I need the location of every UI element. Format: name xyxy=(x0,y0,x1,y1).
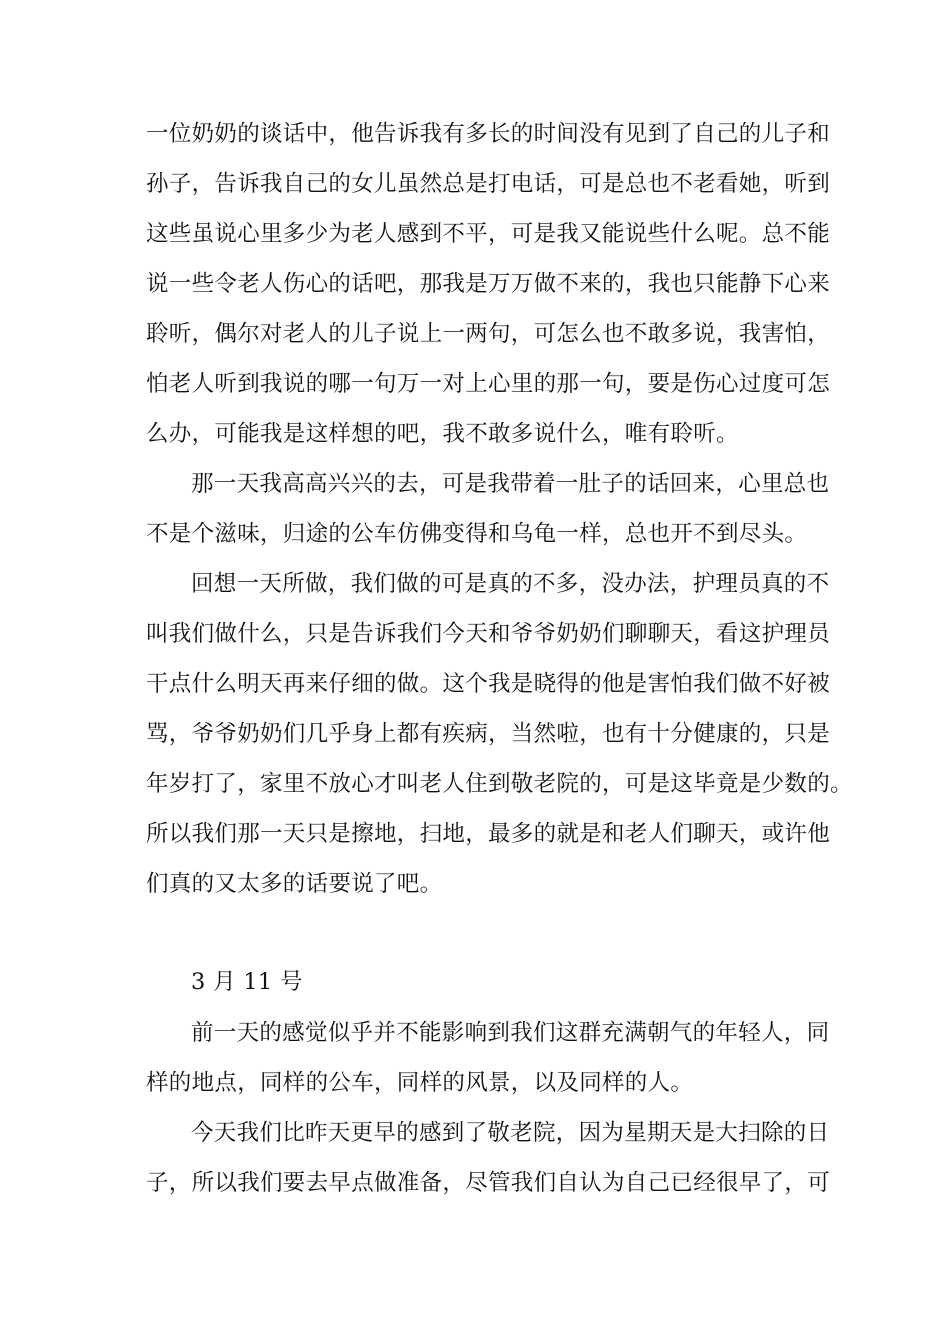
text-line: 不是个滋味，归途的公车仿佛变得和乌龟一样，总也开不到尽头。 xyxy=(146,521,808,547)
text-line: 怕老人听到我说的哪一句万一对上心里的那一句，要是伤心过度可怎 xyxy=(146,371,831,397)
text-line: 这些虽说心里多少为老人感到不平，可是我又能说些什么呢。总不能 xyxy=(146,221,831,247)
paragraph-first-line: 前一天的感觉似乎并不能影响到我们这群充满朝气的年轻人，同 xyxy=(191,1020,830,1046)
text-line: 说一些令老人伤心的话吧，那我是万万做不来的，我也只能静下心来 xyxy=(146,271,831,297)
paragraph-first-line: 回想一天所做，我们做的可是真的不多，没办法，护理员真的不 xyxy=(191,571,830,597)
text-line: 么办，可能我是这样想的吧，我不敢多说什么，唯有聆听。 xyxy=(146,421,739,447)
text-line: 干点什么明天再来仔细的做。这个我是晓得的他是害怕我们做不好被 xyxy=(146,671,831,697)
date-heading: 3 月 11 号 xyxy=(191,969,303,995)
text-line: 年岁打了，家里不放心才叫老人住到敬老院的，可是这毕竟是少数的。 xyxy=(146,771,853,797)
text-line: 孙子，告诉我自己的女儿虽然总是打电话，可是总也不老看她，听到 xyxy=(146,171,831,197)
text-line: 一位奶奶的谈话中，他告诉我有多长的时间没有见到了自己的儿子和 xyxy=(146,121,831,147)
text-line: 样的地点，同样的公车，同样的风景，以及同样的人。 xyxy=(146,1070,694,1096)
text-line: 骂，爷爷奶奶们几乎身上都有疾病，当然啦，也有十分健康的，只是 xyxy=(146,721,831,747)
text-line: 子，所以我们要去早点做准备，尽管我们自认为自己已经很早了，可 xyxy=(146,1170,831,1196)
paragraph-first-line: 那一天我高高兴兴的去，可是我带着一肚子的话回来，心里总也 xyxy=(191,471,830,497)
text-line: 聆听，偶尔对老人的儿子说上一两句，可怎么也不敢多说，我害怕， xyxy=(146,321,831,347)
paragraph-first-line: 今天我们比昨天更早的感到了敬老院，因为星期天是大扫除的日 xyxy=(191,1120,830,1146)
text-line: 所以我们那一天只是擦地，扫地，最多的就是和老人们聊天，或许他 xyxy=(146,821,831,847)
text-line: 们真的又太多的话要说了吧。 xyxy=(146,871,443,897)
text-line: 叫我们做什么，只是告诉我们今天和爷爷奶奶们聊聊天，看这护理员 xyxy=(146,621,831,647)
